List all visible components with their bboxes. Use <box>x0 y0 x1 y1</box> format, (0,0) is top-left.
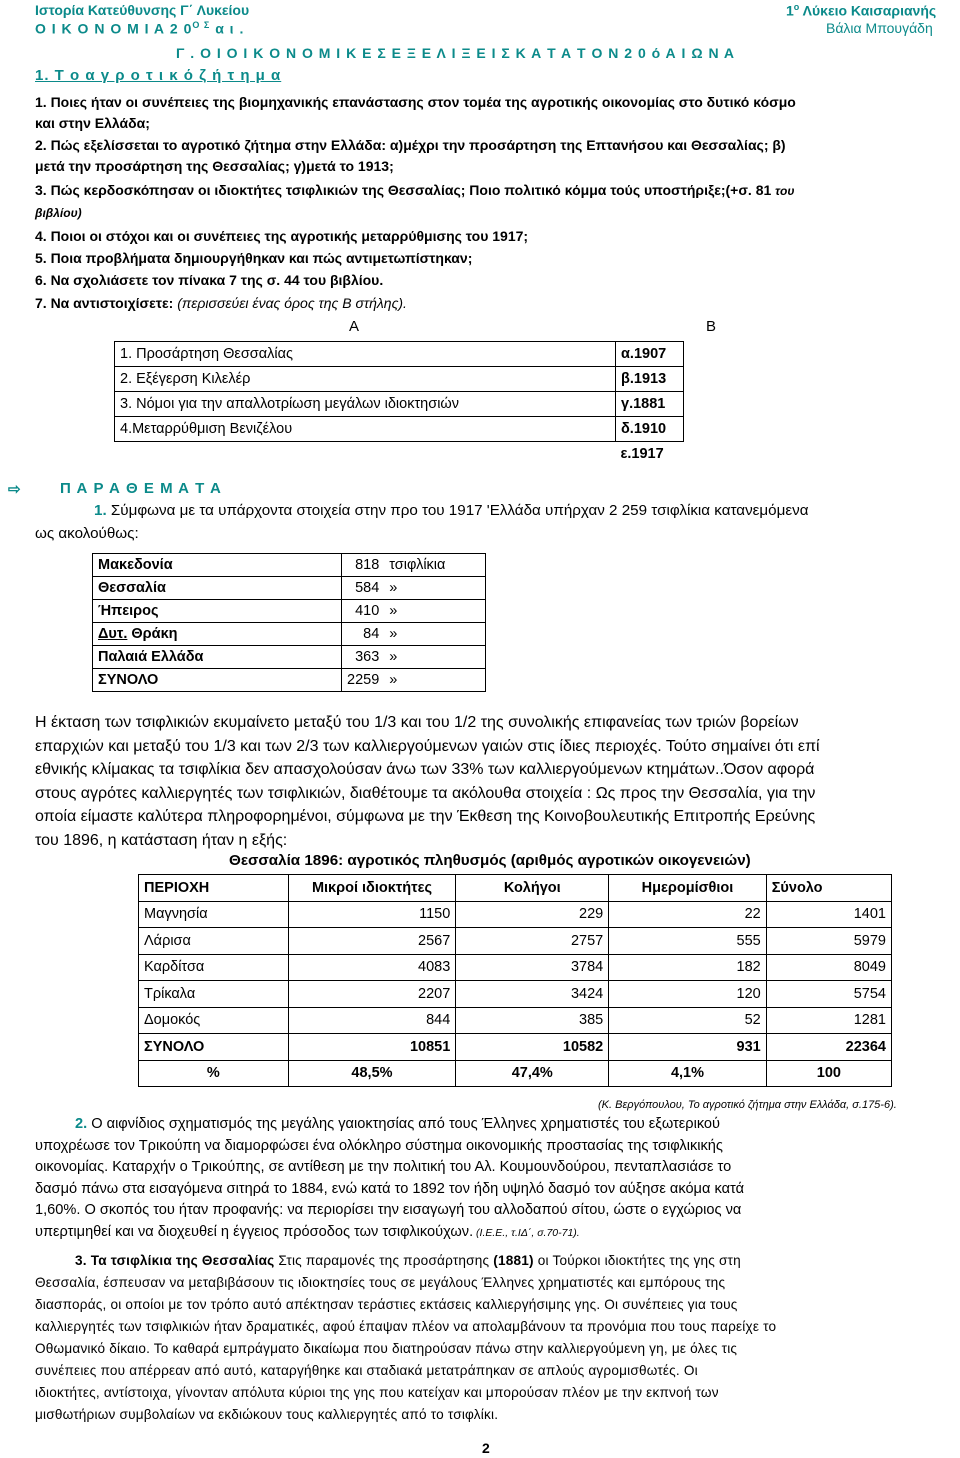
value-cell: 120 <box>609 981 767 1008</box>
question-4: 4. Ποιοι οι στόχοι και οι συνέπειες της αγροτικής μεταρρύθμισης του 1917; <box>35 228 529 244</box>
header-teacher: Βάλια Μπουγάδη <box>826 20 933 36</box>
value-cell: 385 <box>456 1007 609 1034</box>
matching-cell-a: 1. Προσάρτηση Θεσσαλίας <box>115 342 616 367</box>
value-cell: 931 <box>609 1034 767 1061</box>
header-cell: ΠΕΡΙΟΧΗ <box>139 875 289 902</box>
source-3-text1: Στις παραμονές της προσάρτησης <box>274 1253 490 1268</box>
value-cell: 555 <box>609 928 767 955</box>
question-3-ref2: βιβλίου) <box>35 206 82 220</box>
source-1-num: 1. <box>94 502 107 519</box>
matching-row <box>115 417 684 442</box>
region-cell: Παλαιά Ελλάδα <box>93 646 342 669</box>
count-cell: 2259 <box>342 669 385 692</box>
source-2-line3: οικονομίας. Καταρχήν ο Τρικούπης, σε αντίθεση με την πολιτική του Αλ. Κουμουνδούρου, πενταπλασιάσε το <box>35 1159 732 1175</box>
question-7-note: (περισσεύει ένας όρος της Β στήλης). <box>173 295 407 311</box>
header-cell: Ημερομίσθιοι <box>609 875 767 902</box>
table-row <box>139 928 892 955</box>
header-unit <box>35 20 244 37</box>
value-cell: 8049 <box>766 954 891 981</box>
value-cell: 229 <box>456 901 609 928</box>
header-course: Ιστορία Κατεύθυνσης Γ΄ Λυκείου <box>35 2 250 18</box>
value-cell: 47,4% <box>456 1060 609 1087</box>
unit-cell: » <box>384 646 485 669</box>
header-school-sup: ο <box>793 2 800 12</box>
matching-table <box>114 341 684 466</box>
header-school-name: Λύκειο Καισαριανής <box>799 2 937 19</box>
table-row <box>139 901 892 928</box>
value-cell: 5754 <box>766 981 891 1008</box>
source-3-line6: συνέπειες που απέρρεαν από αυτό, καταργήθηκε και σταδιακά μετατράπηκαν σε απλούς αγρομισθωτές. Οι <box>35 1363 698 1378</box>
question-1-line2: και στην Ελλάδα; <box>35 115 150 131</box>
matching-cell-a: 4.Μεταρρύθμιση Βενιζέλου <box>115 417 616 442</box>
section-title: Γ . Ο Ι Ο Ι Κ Ο Ν Ο Μ Ι Κ Ε Σ Ε Ξ Ε Λ Ι Ξ Ε Ι Σ Κ Α Τ Α Τ Ο Ν 2 0 ό Α Ι Ω Ν Α <box>176 45 736 61</box>
header-unit-text: Ο Ι Κ Ο Ν Ο Μ Ι Α 2 0 <box>35 20 193 37</box>
question-5: 5. Ποια προβλήματα δημιουργήθηκαν και πώς αντιμετωπίστηκαν; <box>35 250 473 266</box>
matching-cell-a: 3. Νόμοι για την απαλλοτρίωση μεγάλων ιδιοκτησιών <box>115 392 616 417</box>
unit-cell: » <box>384 600 485 623</box>
source-2-num: 2. <box>75 1116 88 1132</box>
value-cell: 3424 <box>456 981 609 1008</box>
source-3-line8: μισθωτήριων συμβολαίων να εκδιώκουν τους καλλιεργητές από το τσιφλίκι. <box>35 1407 499 1422</box>
paragraph-1-line6: του 1896, η κατάσταση ήταν η εξής: <box>35 831 288 849</box>
paragraph-1-line1: Η έκταση των τσιφλικιών εκυμαίνετο μεταξύ του 1/3 και του 1/2 της συνολικής επιφανείας των τριών βορείων <box>35 714 799 731</box>
source-3-line7: ιδιοκτήτες, αντίστοιχα, γίνονταν απόλυτα κύριοι της γης που κατείχαν και μπορούσαν πλέον με την εκπνοή των <box>35 1385 719 1400</box>
paragraph-1-line2: επαρχιών και μεταξύ του 1/3 και των 2/3 των καλλιεργούμενων γαιών στις ίδιες περιοχές. Τούτο σημαίνει ότι επί <box>35 737 820 755</box>
page-number: 2 <box>482 1440 490 1456</box>
source-3-line3: διασποράς, οι οποίοι με τον τρόπο αυτό απέκτησαν τεράστιες εκτάσεις καλλιεργήσιμης γης. Οι συνέπειες για τους <box>35 1297 738 1312</box>
value-cell: 5979 <box>766 928 891 955</box>
unit-cell: τσιφλίκια <box>384 554 485 577</box>
value-cell: 100 <box>766 1060 891 1087</box>
header-school <box>786 2 936 19</box>
paragraph-1 <box>35 711 958 852</box>
header-unit-sup: Ο Σ <box>192 20 211 30</box>
sources-title: Π Α Ρ Α Θ Ε Μ Α Τ Α <box>60 480 222 497</box>
question-3-text: 3. Πώς κερδοσκόπησαν οι ιδιοκτήτες τσιφλικιών της Θεσσαλίας; Ποιο πολιτικό κόμμα τούς υποστήριξε;(+σ. 81 <box>35 182 772 198</box>
value-cell: 844 <box>288 1007 456 1034</box>
table-row <box>93 577 486 600</box>
question-3-ref1: του <box>775 184 795 198</box>
matching-cell-a <box>115 442 616 467</box>
source-2-line4: δασμό πάνω στα εισαγόμενα σιτηρά το 1884, ενώ κατά το 1892 τον ήδη υψηλό δασμό τον αύξησε ακόμα κατά <box>35 1180 745 1197</box>
question-2-line2: μετά την προσάρτηση της Θεσσαλίας; γ)μετά το 1913; <box>35 158 394 174</box>
region-cell: Λάρισα <box>139 928 289 955</box>
source-3-title: 3. Τα τσιφλίκια της Θεσσαλίας <box>75 1253 275 1268</box>
table-row <box>139 1060 892 1087</box>
region-cell: Καρδίτσα <box>139 954 289 981</box>
source-2 <box>35 1114 958 1244</box>
count-cell: 410 <box>342 600 385 623</box>
value-cell: 3784 <box>456 954 609 981</box>
value-cell: 1281 <box>766 1007 891 1034</box>
count-cell: 584 <box>342 577 385 600</box>
question-6: 6. Να σχολιάσετε τον πίνακα 7 της σ. 44 του βιβλίου. <box>35 272 384 288</box>
source-3-line2: Θεσσαλία, έσπευσαν να μεταβιβάσουν τις ιδιοκτησίες τους σε μεγάλους Έλληνες χρηματιστές και εμπόρους της <box>35 1275 726 1290</box>
source-2-line1 <box>35 1114 958 1136</box>
source-3 <box>35 1250 958 1426</box>
value-cell: 1401 <box>766 901 891 928</box>
source-2-text: Ο αιφνίδιος σχηματισμός της μεγάλης γαιοκτησίας από τους Έλληνες χρηματιστές του εξωτερικού <box>87 1116 721 1132</box>
matching-cell-a: 2. Εξέγερση Κιλελέρ <box>115 367 616 392</box>
source-2-line2: υποχρέωσε τον Τρικούπη να διαμορφώσει ένα ολόκληρο σύστημα οικονομικής προστασίας της τσιφλικικής <box>35 1137 723 1154</box>
table-row <box>93 646 486 669</box>
count-cell: 84 <box>342 623 385 646</box>
header-school-num: 1 <box>786 2 794 19</box>
unit-cell: » <box>384 577 485 600</box>
value-cell: 10851 <box>288 1034 456 1061</box>
value-cell: 52 <box>609 1007 767 1034</box>
matching-col-b: Β <box>706 318 717 335</box>
table-header-row <box>139 875 892 902</box>
matching-cell-b: δ.1910 <box>616 417 684 442</box>
region-cell: Μακεδονία <box>93 554 342 577</box>
region-cell: Μαγνησία <box>139 901 289 928</box>
unit-cell: » <box>384 623 485 646</box>
region-cell: ΣΥΝΟΛΟ <box>139 1034 289 1061</box>
question-1-line1: 1. Ποιες ήταν οι συνέπειες της βιομηχανικής επανάστασης στον τομέα της αγροτικής οικονομίας στο δυτικό κόσμο <box>35 94 796 110</box>
table-chiflik-distribution <box>92 553 486 692</box>
table-row <box>93 554 486 577</box>
paragraph-1-line3: εθνικής κλίμακας τα τσιφλίκια δεν απασχολούσαν άνω των 33% των καλλιεργούμενων κτημάτων..Όσον αφορά <box>35 761 815 778</box>
region-cell: % <box>139 1060 289 1087</box>
question-3-line1 <box>35 182 795 198</box>
source-3-line1 <box>35 1250 958 1272</box>
matching-row <box>115 442 684 467</box>
table-row <box>93 623 486 646</box>
value-cell: 2757 <box>456 928 609 955</box>
region-cell: Τρίκαλα <box>139 981 289 1008</box>
region-cell: ΣΥΝΟΛΟ <box>93 669 342 692</box>
source-2-line5: 1,60%. Ο σκοπός του ήταν προφανής: να περιορίσει την εισαγωγή του αλλοδαπού σίτου, ώστε ο εγχώριος να <box>35 1202 742 1218</box>
paragraph-1-line5: οποία είμαστε καλύτερα πληροφορημένοι, σύμφωνα με την Έκθεση της Κοινοβουλευτικής Επιτροπής Ερεύνης <box>35 808 816 825</box>
region-cell: Δομοκός <box>139 1007 289 1034</box>
source-2-line6-text: υπερτιμηθεί και να διοχευθεί η έγγειος πρόσοδος των τσιφλικούχων. <box>35 1223 474 1240</box>
matching-cell-b: β.1913 <box>616 367 684 392</box>
count-cell: 818 <box>342 554 385 577</box>
header-unit-suffix: α ι . <box>215 20 245 37</box>
paragraph-1-line4: στους αγρότες καλλιεργητές των τσιφλικιών, διαθέτουμε τα ακόλουθα στοιχεία : Ως προς την Θεσσαλία, για την <box>35 784 816 802</box>
source-3-line5: Οθωμανικό δίκαιο. Το καθαρά εμπράγματο δικαίωμα που διατηρούσαν πάνω στην καλλιεργούμενη γη, με όλες τις <box>35 1341 738 1356</box>
unit-cell: » <box>384 669 485 692</box>
question-2-line1: 2. Πώς εξελίσσεται το αγροτικό ζήτημα στην Ελλάδα: α)μέχρι την προσάρτηση της Επτανήσου και Θεσσαλίας; β) <box>35 137 786 153</box>
matching-cell-b: ε.1917 <box>620 446 664 462</box>
source-1-line2: ως ακολούθως: <box>35 525 139 542</box>
source-1-text: Σύμφωνα με τα υπάρχοντα στοιχεία στην προ του 1917 'Ελλάδα υπήρχαν 2 259 τσιφλίκια κατανεμόμενα <box>106 502 809 519</box>
value-cell: 2207 <box>288 981 456 1008</box>
source-2-line6 <box>35 1222 958 1245</box>
question-7-lead: 7. Να αντιστοιχίσετε: <box>35 295 174 311</box>
value-cell: 22 <box>609 901 767 928</box>
table-row <box>139 1007 892 1034</box>
matching-row <box>115 367 684 392</box>
source-2-ref: (Ι.Ε.Ε., τ.ΙΔ΄, σ.70-71). <box>473 1226 580 1239</box>
table-row <box>139 1034 892 1061</box>
matching-cell-b: γ.1881 <box>616 392 684 417</box>
value-cell: 22364 <box>766 1034 891 1061</box>
source-3-line4: καλλιεργητές των τσιφλικιών ήταν δραματικές, αφού έπαψαν πλέον να απολαμβάνουν τα προνόμια που τους παρείχε το <box>35 1319 777 1334</box>
matching-row <box>115 342 684 367</box>
value-cell: 10582 <box>456 1034 609 1061</box>
value-cell: 1150 <box>288 901 456 928</box>
value-cell: 4083 <box>288 954 456 981</box>
matching-row <box>115 392 684 417</box>
value-cell: 4,1% <box>609 1060 767 1087</box>
region-cell: Ήπειρος <box>93 600 342 623</box>
table-row <box>139 954 892 981</box>
count-cell: 363 <box>342 646 385 669</box>
source-3-year: (1881) <box>489 1253 534 1268</box>
value-cell: 2567 <box>288 928 456 955</box>
region-cell: Δυτ. Θράκη <box>93 623 342 646</box>
source-3-text1b: οι Τούρκοι ιδιοκτήτες της γης στη <box>533 1253 741 1268</box>
header-cell: Κολήγοι <box>456 875 609 902</box>
table-row <box>93 600 486 623</box>
region-cell: Θεσσαλία <box>93 577 342 600</box>
question-7 <box>35 295 407 311</box>
matching-cell-b: α.1907 <box>616 342 684 367</box>
source-1-line1 <box>94 502 809 519</box>
matching-col-a: Α <box>349 318 360 335</box>
region-abbr: Δυτ. <box>98 626 128 642</box>
arrow-icon: ⇨ <box>8 481 21 498</box>
header-cell: Μικροί ιδιοκτήτες <box>288 875 456 902</box>
table-2-citation: (Κ. Βεργόπουλου, Το αγροτικό ζήτημα στην Ελλάδα, σ.175-6). <box>598 1099 897 1111</box>
table-thessaly-population <box>138 874 892 1087</box>
table-row <box>93 669 486 692</box>
table-2-caption: Θεσσαλία 1896: αγροτικός πληθυσμός (αριθμός αγροτικών οικογενειών) <box>229 852 751 869</box>
subsection-title: 1. Τ ο α γ ρ ο τ ι κ ό ζ ή τ η μ α <box>35 67 282 84</box>
header-cell: Σύνολο <box>766 875 891 902</box>
value-cell: 182 <box>609 954 767 981</box>
value-cell: 48,5% <box>288 1060 456 1087</box>
table-row <box>139 981 892 1008</box>
